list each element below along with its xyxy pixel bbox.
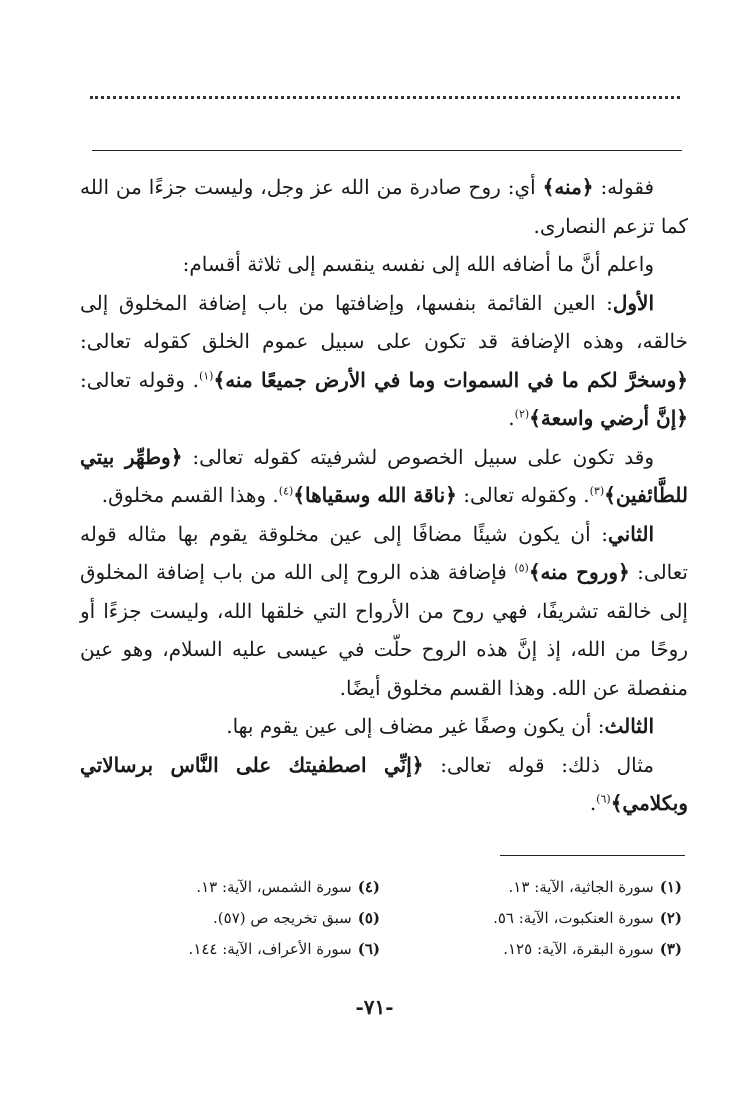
footnote-ref: (٤) <box>278 484 294 498</box>
text-run: أي: روح صادرة من الله عز وجل، وليست جزءًا من الله كما تزعم النصارى. <box>80 175 688 238</box>
quran-quote: ﴿وروح منه﴾ <box>528 560 630 584</box>
footnote-item <box>392 934 682 965</box>
text-run: . <box>508 406 515 430</box>
page-number: -٧١- <box>355 995 394 1019</box>
footnote-number: (١) <box>659 878 682 896</box>
footnote-ref: (١) <box>198 368 214 382</box>
footnote-ref: (٢) <box>514 407 530 421</box>
footnote-number: (٦) <box>357 940 380 958</box>
text-run: : أن يكون وصفًا غير مضاف إلى عين يقوم بها. <box>226 714 605 738</box>
paragraph-5 <box>80 515 688 708</box>
text-run: مثال ذلك: قوله تعالى: <box>423 752 654 777</box>
quran-quote: ﴿إنِّي اصطفيتك على النَّاس برسالاتي وبكلامي﴾ <box>80 752 688 815</box>
paragraph-1 <box>80 168 688 245</box>
text-run: فإضافة هذه الروح إلى الله من باب إضافة المخلوق إلى خالقه تشريفًا، فهي روح من الأرواح التي خلقها الله، وليست جزءًا أو روحًا من الله، إذ إنَّ هذه الروح حلّت في عيسى عليه السلام، وهو عين منفصلة عن الله. وهذا القسم مخلوق أيضًا. <box>80 560 688 700</box>
footnotes <box>90 872 682 965</box>
text-run: فقوله: <box>593 175 655 199</box>
header-dotted-rule <box>90 96 680 99</box>
footnote-text: سورة العنكبوت، الآية: ٥٦. <box>493 909 654 927</box>
paragraph-2: واعلم أنَّ ما أضافه الله إلى نفسه ينقسم إلى ثلاثة أقسام: <box>182 252 654 276</box>
footnote-item <box>392 903 682 934</box>
footnote-item <box>90 934 380 965</box>
main-text <box>80 168 688 823</box>
footnote-item <box>90 903 380 934</box>
footnote-number: (٣) <box>659 940 682 958</box>
paragraph-6 <box>80 707 688 746</box>
quran-quote: ﴿ناقة الله وسقياها﴾ <box>293 483 457 507</box>
section-label-first: الأول <box>612 290 654 315</box>
text-run: : أن يكون شيئًا مضافًا إلى عين مخلوقة يقوم بها مثاله قوله تعالى: <box>80 521 688 584</box>
text-run: : العين القائمة بنفسها، وإضافتها من باب إضافة المخلوق إلى خالقه، وهذه الإضافة قد تكون على سبيل عموم الخلق كقوله تعالى: <box>80 290 688 353</box>
paragraph-4 <box>80 438 688 515</box>
footnotes-right-column <box>392 872 682 965</box>
text-run: . وقوله تعالى: <box>80 367 199 392</box>
footnote-number: (٢) <box>659 909 682 927</box>
footnote-item <box>392 872 682 903</box>
footnote-text: سبق تخريجه ص (٥٧). <box>213 909 352 927</box>
footnote-number: (٥) <box>357 909 380 927</box>
header-rule <box>92 150 682 151</box>
footnote-text: سورة البقرة، الآية: ١٢٥. <box>503 940 654 958</box>
footnote-ref: (٣) <box>589 484 605 498</box>
footnote-rule <box>500 855 685 856</box>
footnote-number: (٤) <box>357 878 380 896</box>
footnote-text: سورة الشمس، الآية: ١٣. <box>196 878 352 896</box>
quran-quote: ﴿إنَّ أرضي واسعة﴾ <box>529 406 688 430</box>
text-run: . وهذا القسم مخلوق. <box>101 483 279 507</box>
quran-quote: ﴿وطهِّر بيتي للطَّائفين﴾ <box>80 444 688 507</box>
section-label-third: الثالث <box>604 714 654 738</box>
text-run: وقد تكون على سبيل الخصوص لشرفيته كقوله تعالى: <box>182 444 654 469</box>
text-run: . <box>589 791 597 815</box>
footnote-item <box>90 872 380 903</box>
paragraph-3 <box>80 284 688 438</box>
footnote-ref: (٥) <box>514 561 529 575</box>
footnote-text: سورة الجاثية، الآية: ١٣. <box>508 878 654 896</box>
section-label-second: الثاني <box>607 521 654 546</box>
footnotes-left-column <box>90 872 380 965</box>
quran-quote: ﴿وسخرَّ لكم ما في السموات وما في الأرض جميعًا منه﴾ <box>213 367 688 392</box>
footnote-ref: (٦) <box>596 792 611 806</box>
quran-quote: ﴿منه﴾ <box>542 175 594 199</box>
paragraph-7 <box>80 746 688 823</box>
footnote-text: سورة الأعراف، الآية: ١٤٤. <box>188 940 352 958</box>
text-run: . وكقوله تعالى: <box>456 483 590 507</box>
